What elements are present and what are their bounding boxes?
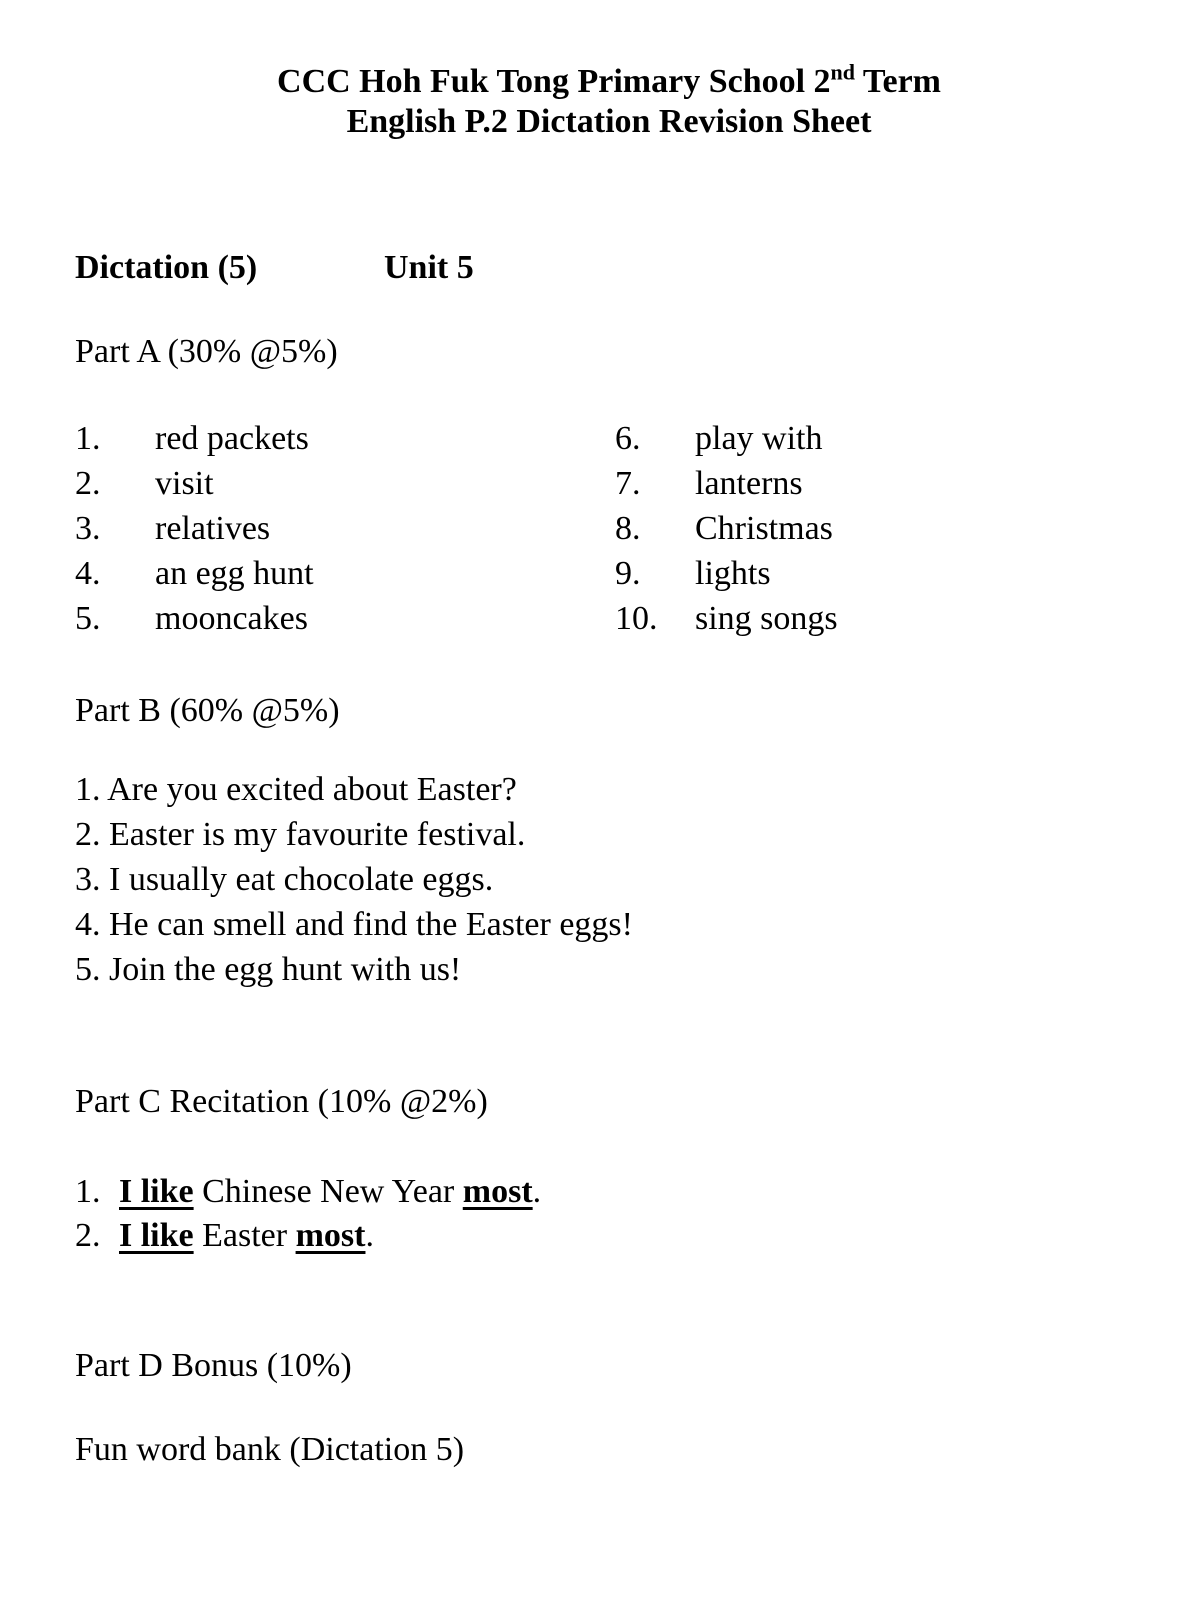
vocab-word: relatives <box>155 510 271 547</box>
fun-word-bank-label: Fun word bank (Dictation 5) <box>75 1431 465 1468</box>
recitation-suffix: . <box>365 1217 374 1254</box>
vocab-word: an egg hunt <box>155 555 314 592</box>
title-line1-suffix: Term <box>855 63 941 100</box>
vocab-row <box>75 461 1143 506</box>
vocab-item-10 <box>615 596 838 641</box>
vocab-word: Christmas <box>695 510 833 547</box>
part-b-sentence-4: 4. He can smell and find the Easter eggs! <box>75 906 633 943</box>
vocab-number: 6. <box>615 420 641 457</box>
vocab-word: lights <box>695 555 771 592</box>
vocab-word: play with <box>695 420 823 457</box>
vocab-row <box>75 416 1143 461</box>
part-b-sentence-2: 2. Easter is my favourite festival. <box>75 816 526 853</box>
recitation-emphasis: I like <box>119 1173 194 1210</box>
vocab-word: sing songs <box>695 600 838 637</box>
recitation-suffix: . <box>532 1173 542 1210</box>
document-title <box>75 59 1143 142</box>
recitation-emphasis: most <box>462 1173 533 1210</box>
vocab-item-7 <box>615 461 803 506</box>
dictation-header-row <box>75 246 1143 290</box>
dictation-label: Dictation (5) <box>75 249 258 286</box>
part-b-heading: Part B (60% @5%) <box>75 692 340 729</box>
vocab-number: 10. <box>615 600 658 637</box>
vocab-number: 9. <box>615 555 641 592</box>
title-line1-prefix: CCC Hoh Fuk Tong Primary School 2 <box>277 63 831 100</box>
part-c-heading: Part C Recitation (10% @2%) <box>75 1083 488 1120</box>
part-c-item-2 <box>75 1214 1143 1258</box>
vocab-word: visit <box>155 465 214 502</box>
vocab-number: 5. <box>75 600 101 637</box>
part-d-heading: Part D Bonus (10%) <box>75 1347 352 1384</box>
vocab-item-1 <box>75 416 615 461</box>
vocab-row <box>75 551 1143 596</box>
part-c-recitation-list <box>75 1170 1143 1258</box>
vocab-word: lanterns <box>695 465 803 502</box>
part-b-sentence-3: 3. I usually eat chocolate eggs. <box>75 861 494 898</box>
part-b-sentence-list <box>75 767 1143 992</box>
vocab-item-2 <box>75 461 615 506</box>
recitation-emphasis: most <box>295 1217 366 1254</box>
recitation-number: 1. <box>75 1173 101 1210</box>
recitation-emphasis: I like <box>119 1217 194 1254</box>
vocab-item-6 <box>615 416 822 461</box>
part-b-sentence-5: 5. Join the egg hunt with us! <box>75 951 462 988</box>
vocab-row <box>75 596 1143 641</box>
title-ordinal-superscript: nd <box>830 59 856 85</box>
vocab-word: mooncakes <box>155 600 308 637</box>
part-a-vocab-list <box>75 416 1143 641</box>
vocab-number: 4. <box>75 555 101 592</box>
vocab-item-3 <box>75 506 615 551</box>
vocab-word: red packets <box>155 420 309 457</box>
vocab-number: 7. <box>615 465 641 502</box>
vocab-row <box>75 506 1143 551</box>
vocab-number: 3. <box>75 510 101 547</box>
recitation-middle-text: Chinese New Year <box>193 1173 463 1210</box>
vocab-number: 8. <box>615 510 641 547</box>
vocab-item-9 <box>615 551 771 596</box>
part-a-heading: Part A (30% @5%) <box>75 333 338 370</box>
vocab-number: 1. <box>75 420 101 457</box>
vocab-item-5 <box>75 596 615 641</box>
part-c-item-1 <box>75 1170 1143 1214</box>
vocab-item-4 <box>75 551 615 596</box>
part-b-sentence-1: 1. Are you excited about Easter? <box>75 771 517 808</box>
document-title-line2: English P.2 Dictation Revision Sheet <box>346 103 872 140</box>
recitation-number: 2. <box>75 1217 101 1254</box>
document-title-line1 <box>75 59 1143 102</box>
vocab-item-8 <box>615 506 833 551</box>
recitation-middle-text: Easter <box>193 1217 296 1254</box>
vocab-number: 2. <box>75 465 101 502</box>
unit-label: Unit 5 <box>384 249 474 286</box>
